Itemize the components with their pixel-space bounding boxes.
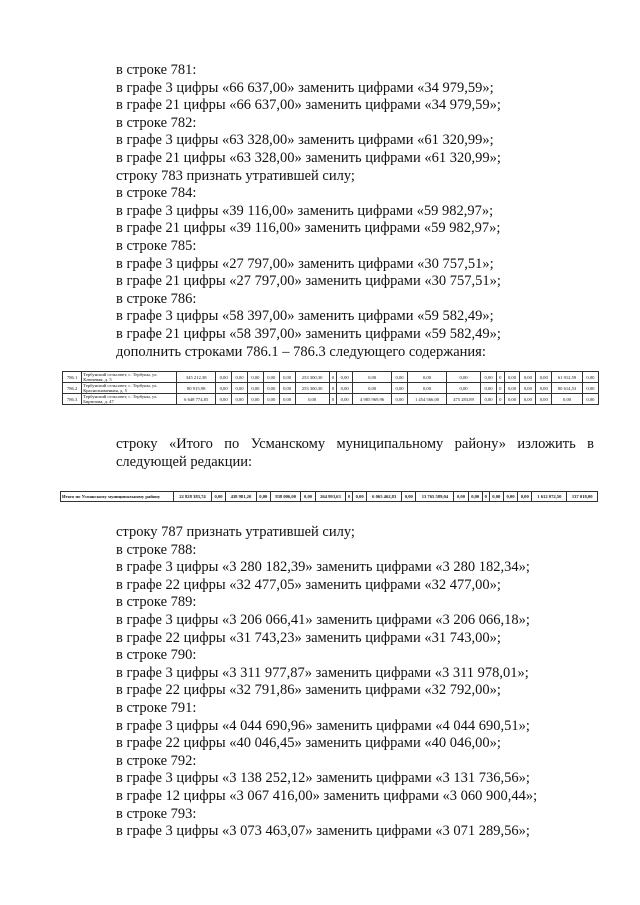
table-cell: 345 212,38 (177, 372, 216, 383)
table-cell: 0,00 (211, 492, 225, 502)
table-cell: 0,00 (481, 383, 497, 394)
table-cell: 0,00 (353, 492, 367, 502)
table-cell: 0,00 (216, 383, 232, 394)
table-cell: 0,00 (536, 372, 552, 383)
table-cell: 0,00 (481, 394, 497, 405)
table-cell: 0,00 (337, 383, 353, 394)
text-line: в графе 3 цифры «66 637,00» заменить цифрами «34 979,59»; (116, 79, 494, 96)
text-line: в строке 784: (116, 185, 197, 202)
table-cell: 0,00 (454, 492, 468, 502)
table-cell: 0,00 (337, 394, 353, 405)
text-line: в графе 3 цифры «3 280 182,39» заменить цифрами «3 280 182,34»; (116, 559, 530, 576)
table-cell: 0 (346, 492, 353, 502)
table-cell: 0,00 (447, 383, 481, 394)
table-cell: 0 (482, 492, 489, 502)
text-line: в графе 22 цифры «40 046,45» заменить цифрами «40 046,00»; (116, 735, 501, 752)
text-line: в строке 788: (116, 541, 197, 558)
table-cell: 0,00 (392, 383, 408, 394)
table-cell: 61 912,59 (552, 372, 583, 383)
table-cell: 438 981,20 (226, 492, 257, 502)
table-cell: 0,00 (232, 372, 248, 383)
table-cell: 0 (496, 394, 504, 405)
table-cell: Тербунский сельсовет, с. Тербуны, ул. Краснознаменная, д. 5 (82, 383, 177, 394)
table-cell: 0,00 (408, 372, 447, 383)
table-cell: 786.1 (63, 372, 82, 383)
table-cell: 0,00 (295, 394, 329, 405)
table-cell: 0 (496, 383, 504, 394)
table-cell: 253 300,30 (295, 383, 329, 394)
table-row (61, 492, 598, 502)
table-cell: 0,00 (247, 372, 263, 383)
text-line: в графе 3 цифры «39 116,00» заменить цифрами «59 982,97»; (116, 202, 494, 219)
text-line: в графе 22 цифры «32 791,86» заменить цифрами «32 792,00»; (116, 682, 501, 699)
table-cell: 0,00 (392, 372, 408, 383)
table-cell: 0,00 (536, 394, 552, 405)
table-cell: 838 006,00 (270, 492, 301, 502)
table-cell: 0,00 (263, 394, 279, 405)
table-cell: 0,00 (353, 372, 392, 383)
text-line: в графе 21 цифры «58 397,00» заменить цифрами «59 582,49»; (116, 325, 501, 342)
table-cell: 0,00 (582, 394, 598, 405)
text-line: строку 783 признать утратившей силу; (116, 167, 355, 184)
table-cell: 0,00 (256, 492, 270, 502)
table-cell: 0 (496, 372, 504, 383)
table-row (63, 383, 599, 394)
table-cell: 0,00 (536, 383, 552, 394)
table-cell: 0,00 (216, 372, 232, 383)
table-cell: 0 (329, 394, 337, 405)
table-cell: 0,00 (552, 394, 583, 405)
table-row (63, 372, 599, 383)
table-cell: 0,00 (279, 394, 295, 405)
text-line: в строке 781: (116, 62, 197, 78)
table-cell: 0,00 (337, 372, 353, 383)
table-cell: 0,00 (520, 372, 536, 383)
table-cell: 0,00 (468, 492, 482, 502)
table-cell: 0,00 (232, 383, 248, 394)
text-line: в строке 792: (116, 752, 197, 769)
table-cell: 0,00 (247, 394, 263, 405)
text-line: в строке 789: (116, 594, 197, 611)
text-line: в графе 3 цифры «4 044 690,96» заменить цифрами «4 044 690,51»; (116, 717, 530, 734)
text-line: в графе 22 цифры «32 477,05» заменить цифрами «32 477,00»; (116, 576, 501, 593)
table-cell: Тербунский сельсовет, с. Тербуны, ул. Бирюзова, д. 47 (82, 394, 177, 405)
table-cell: 0,00 (232, 394, 248, 405)
table-cell: 0,00 (520, 383, 536, 394)
table-cell: 6 648 774,85 (177, 394, 216, 405)
text-line: в графе 3 цифры «63 328,00» заменить цифрами «61 320,99»; (116, 132, 494, 149)
table-cell: 0,00 (263, 372, 279, 383)
text-line: в строке 782: (116, 114, 197, 131)
text-line: в строке 793: (116, 805, 197, 822)
table-cell: 0,00 (447, 372, 481, 383)
table-cell: 786.2 (63, 383, 82, 394)
table-cell: 0,00 (392, 394, 408, 405)
table-cell: 475 283,89 (447, 394, 481, 405)
table-cell: 0,00 (489, 492, 503, 502)
table-cell: 0,00 (247, 383, 263, 394)
text-line: в графе 22 цифры «31 743,23» заменить цифрами «31 743,00»; (116, 629, 501, 646)
table-cell: 80 915,98 (177, 383, 216, 394)
text-line: в графе 21 цифры «66 637,00» заменить цифрами «34 979,59»; (116, 97, 501, 114)
total-row-table (60, 491, 598, 502)
text-line: в графе 12 цифры «3 067 416,00» заменить цифрами «3 060 900,44»; (116, 787, 538, 804)
text-line: в строке 790: (116, 647, 197, 664)
table-cell: 13 765 589,04 (416, 492, 454, 502)
text-line: строку 787 признать утратившей силу; (116, 524, 355, 540)
table-cell: 1 454 566,00 (408, 394, 447, 405)
amendment-list-bottom (116, 524, 596, 841)
text-line: в строке 786: (116, 290, 197, 307)
table-cell: 0,00 (582, 372, 598, 383)
table-cell: 0 (329, 383, 337, 394)
amendment-list-top (116, 62, 596, 361)
table-cell: 0,00 (279, 372, 295, 383)
table-cell: 0,00 (402, 492, 416, 502)
table-cell: 80 614,53 (552, 383, 583, 394)
table-cell: 0,00 (518, 492, 532, 502)
table-cell: Итого по Усманскому муниципальному району (61, 492, 174, 502)
table-cell: 0 (329, 372, 337, 383)
text-line: в строке 785: (116, 237, 197, 254)
text-line: в графе 21 цифры «27 797,00» заменить цифрами «30 757,51»; (116, 273, 501, 290)
text-line: дополнить строками 786.1 – 786.3 следующего содержания: (116, 343, 486, 360)
table-cell: 6 065 462,83 (367, 492, 402, 502)
text-line: в графе 3 цифры «3 073 463,07» заменить цифрами «3 071 289,56»; (116, 823, 530, 840)
table-cell: 0,00 (216, 394, 232, 405)
table-cell: 137 018,00 (567, 492, 598, 502)
table-cell: 0,00 (408, 383, 447, 394)
table-cell: 1 612 072,50 (532, 492, 567, 502)
table-cell: 253 300,30 (295, 372, 329, 383)
table-cell: 22 828 383,74 (174, 492, 212, 502)
text-line: в графе 3 цифры «3 138 252,12» заменить цифрами «3 131 736,56»; (116, 770, 530, 787)
text-line: в графе 3 цифры «3 311 977,87» заменить цифрами «3 311 978,01»; (116, 664, 529, 681)
table-cell: 0,00 (301, 492, 315, 502)
text-line: в графе 3 цифры «27 797,00» заменить цифрами «30 757,51»; (116, 255, 494, 272)
text-line: в графе 21 цифры «63 328,00» заменить цифрами «61 320,99»; (116, 149, 501, 166)
total-row-paragraph: строку «Итого по Усманскому муниципальному району» изложить в следующей редакции: (116, 436, 594, 470)
text-line: в графе 3 цифры «3 206 066,41» заменить цифрами «3 206 066,18»; (116, 611, 530, 628)
table-cell: 0,00 (353, 383, 392, 394)
table-cell: 0,00 (279, 383, 295, 394)
table-cell: 4 985 969,96 (353, 394, 392, 405)
table-cell: Тербунский сельсовет, с. Тербуны, ул. Ключевая, д. 5 (82, 372, 177, 383)
table-cell: 0,00 (503, 492, 517, 502)
rows-786-table (62, 371, 599, 405)
table-cell: 0,00 (504, 394, 520, 405)
table-cell: 0,00 (504, 372, 520, 383)
table-cell: 786.3 (63, 394, 82, 405)
table-cell: 0,00 (582, 383, 598, 394)
table-cell: 0,00 (263, 383, 279, 394)
text-line: в графе 21 цифры «39 116,00» заменить цифрами «59 982,97»; (116, 220, 501, 237)
table-cell: 0,00 (520, 394, 536, 405)
text-line: в строке 791: (116, 699, 197, 716)
table-cell: 264 993,63 (315, 492, 346, 502)
text-line: в графе 3 цифры «58 397,00» заменить цифрами «59 582,49»; (116, 308, 494, 325)
table-cell: 0,00 (481, 372, 497, 383)
table-cell: 0,00 (504, 383, 520, 394)
table-row (63, 394, 599, 405)
